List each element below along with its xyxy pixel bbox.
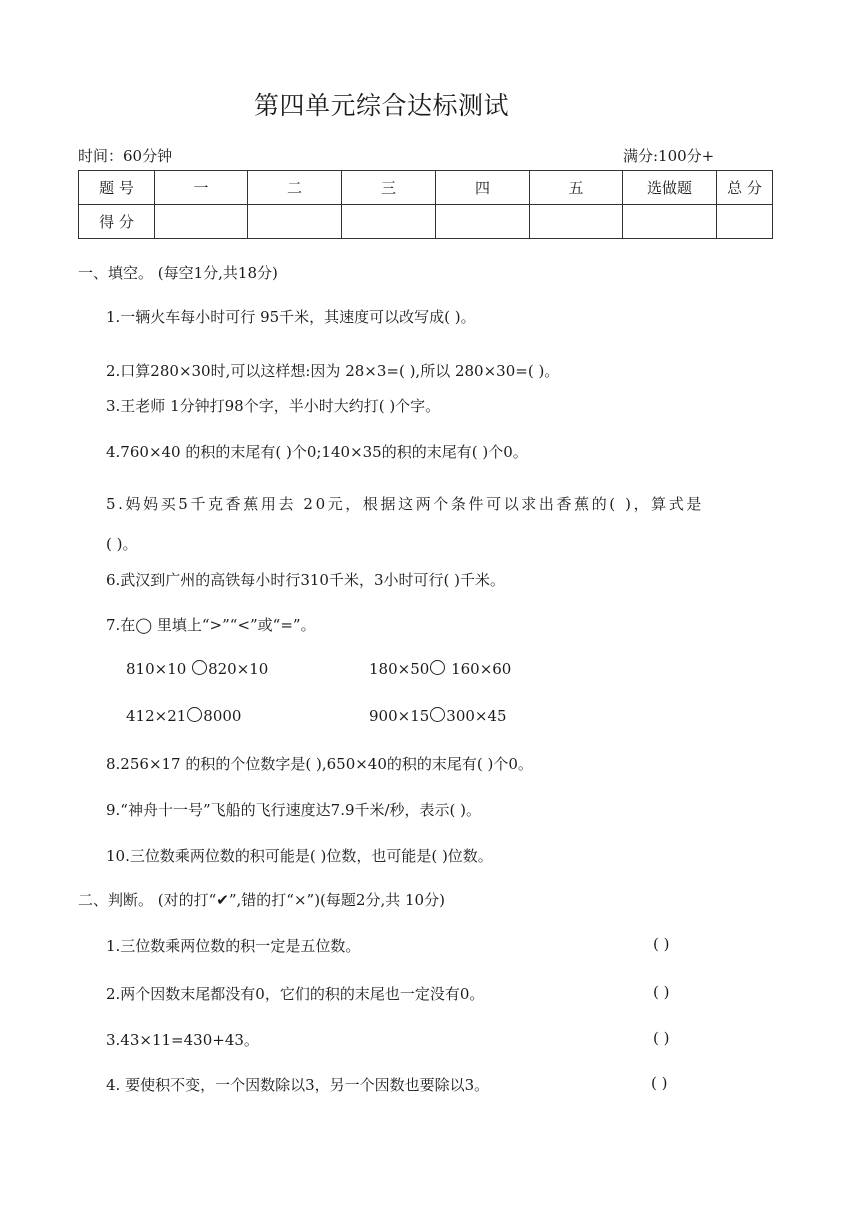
time-limit: 时间：60分钟 [78, 147, 173, 165]
section-2-heading: 二、判断。 (对的打“✔”,错的打“×”)(每题2分,共 10分) [78, 891, 445, 909]
compare-item-a-right: 820×10 [208, 660, 269, 678]
compare-item-c [126, 707, 241, 725]
score-cell[interactable] [155, 205, 248, 239]
question-1-6: 6.武汉到广州的高铁每小时行310千米，3小时可行( )千米。 [106, 571, 505, 589]
score-table-header-row [79, 171, 773, 205]
header-cell-2: 二 [248, 171, 342, 205]
question-1-9: 9.“神舟十一号”飞船的飞行速度达7.9千米/秒，表示( )。 [106, 801, 482, 819]
compare-item-d-right: 300×45 [446, 707, 507, 725]
score-cell[interactable] [436, 205, 530, 239]
judge-answer-paren[interactable]: ( ) [651, 1074, 668, 1092]
question-1-10: 10.三位数乘两位数的积可能是( )位数，也可能是( )位数。 [106, 847, 493, 865]
compare-item-c-right: 8000 [203, 707, 242, 725]
header-cell-4: 四 [436, 171, 530, 205]
judge-item-1: 1.三位数乘两位数的积一定是五位数。 [106, 937, 361, 955]
question-1-5-line-2: ( )。 [106, 535, 138, 553]
header-cell-5: 五 [530, 171, 623, 205]
question-1-2: 2.口算280×30时,可以这样想:因为 28×3=( ),所以 280×30=( )。 [106, 362, 560, 380]
judge-item-4: 4. 要使积不变，一个因数除以3，另一个因数也要除以3。 [106, 1076, 490, 1094]
score-table [78, 170, 773, 239]
score-cell[interactable] [530, 205, 623, 239]
compare-circle-icon[interactable] [192, 660, 207, 675]
question-1-4: 4.760×40 的积的末尾有( )个0;140×35的积的末尾有( )个0。 [106, 443, 528, 461]
compare-item-a-left: 810×10 [126, 660, 192, 678]
question-1-8: 8.256×17 的积的个位数字是( ),650×40的积的末尾有( )个0。 [106, 755, 533, 773]
score-table-score-row [79, 205, 773, 239]
compare-item-b-left: 180×50 [369, 660, 430, 678]
score-cell[interactable] [342, 205, 436, 239]
question-1-1: 1.一辆火车每小时可行 95千米，其速度可以改写成( )。 [106, 308, 476, 326]
compare-item-a [126, 660, 268, 678]
judge-answer-paren[interactable]: ( ) [653, 935, 670, 953]
compare-item-c-left: 412×21 [126, 707, 187, 725]
judge-item-2: 2.两个因数末尾都没有0，它们的积的末尾也一定没有0。 [106, 985, 485, 1003]
header-cell-3: 三 [342, 171, 436, 205]
page-title: 第四单元综合达标测试 [254, 91, 510, 120]
question-1-7: 7.在◯ 里填上“>”“<”或“=”。 [106, 616, 316, 634]
score-cell[interactable] [248, 205, 342, 239]
compare-item-b [369, 660, 511, 678]
question-1-3: 3.王老师 1分钟打98个字，半小时大约打( )个字。 [106, 397, 441, 415]
compare-circle-icon[interactable] [430, 707, 445, 722]
section-1-heading: 一、填空。 (每空1分,共18分) [78, 264, 278, 282]
full-score: 满分:100分+ [623, 147, 715, 165]
question-1-5-line-1: 5.妈妈买5千克香蕉用去 20元，根据这两个条件可以求出香蕉的( )，算式是 [106, 495, 704, 513]
compare-item-d [369, 707, 507, 725]
compare-item-d-left: 900×15 [369, 707, 430, 725]
compare-item-b-right: 160×60 [446, 660, 512, 678]
compare-circle-icon[interactable] [187, 707, 202, 722]
score-cell[interactable] [717, 205, 773, 239]
header-cell-1: 一 [155, 171, 248, 205]
header-cell-total: 总 分 [717, 171, 773, 205]
score-row-label: 得 分 [79, 205, 155, 239]
judge-answer-paren[interactable]: ( ) [653, 1029, 670, 1047]
header-cell-number: 题 号 [79, 171, 155, 205]
judge-answer-paren[interactable]: ( ) [653, 983, 670, 1001]
judge-item-3: 3.43×11=430+43。 [106, 1031, 259, 1049]
header-cell-optional: 选做题 [623, 171, 717, 205]
score-cell[interactable] [623, 205, 717, 239]
compare-circle-icon[interactable] [430, 660, 445, 675]
